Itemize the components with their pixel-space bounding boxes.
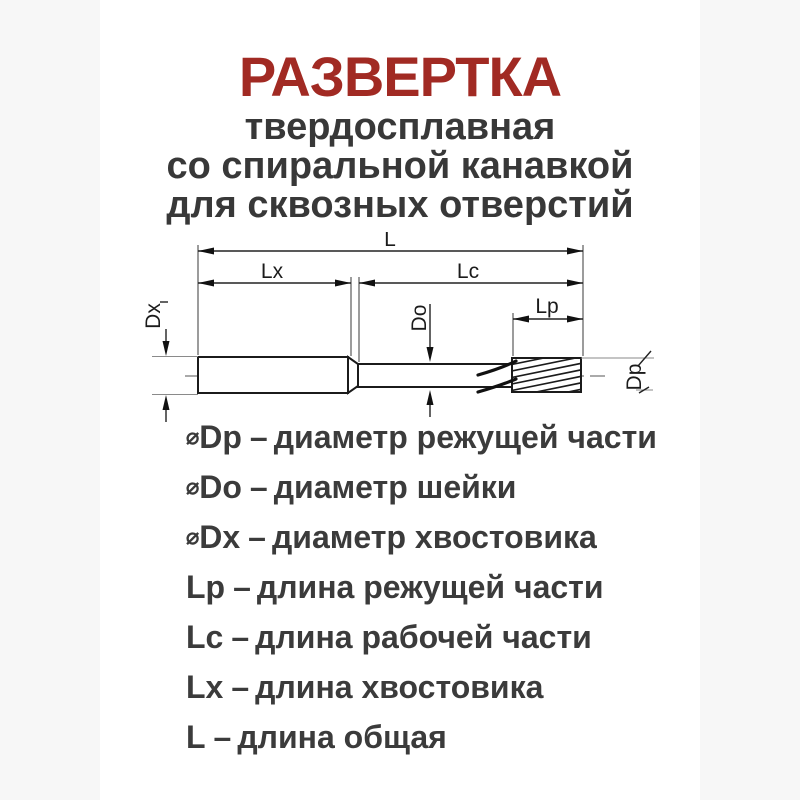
label-Do: Do (408, 304, 431, 332)
tool-taper (348, 357, 358, 393)
dimension-Lp (513, 295, 583, 323)
legend-symbol: Lx (186, 669, 224, 705)
label-Lx: Lx (260, 260, 284, 283)
dimension-L (198, 232, 583, 255)
label-Lc: Lc (456, 260, 480, 283)
label-Lp: Lp (535, 295, 559, 318)
tool-neck (358, 364, 512, 387)
legend-description: длина режущей части (256, 569, 604, 605)
legend-separator: – (248, 519, 266, 555)
legend-item-L (186, 712, 680, 762)
legend-symbol: Dx (199, 519, 241, 555)
legend-symbol: Do (199, 469, 242, 505)
legend-item-Dp (186, 412, 680, 462)
reamer-technical-drawing (100, 232, 700, 427)
legend-description: диаметр хвостовика (271, 519, 597, 555)
legend-item-Do (186, 462, 680, 512)
legend-separator: – (249, 469, 268, 505)
legend-symbol: L (186, 719, 206, 755)
subtitle-line-2: со спиральной канавкой (166, 145, 634, 187)
dimension-legend (186, 412, 680, 762)
label-Dp: Dp (623, 363, 646, 391)
legend-symbol: Dp (199, 419, 242, 455)
legend-item-Dx (186, 512, 680, 562)
dimension-Lc (359, 260, 583, 287)
legend-description: длина общая (237, 719, 447, 755)
dimension-Dx (142, 302, 198, 422)
diameter-symbol: ⌀ (186, 474, 200, 499)
legend-separator: – (213, 719, 232, 755)
tool-outline (198, 340, 600, 406)
diameter-symbol: ⌀ (186, 424, 200, 449)
legend-separator: – (233, 569, 251, 605)
legend-symbol: Lc (186, 619, 224, 655)
legend-item-Lc (186, 612, 680, 662)
legend-description: длина хвостовика (255, 669, 544, 705)
product-card (100, 0, 700, 800)
legend-separator: – (231, 669, 250, 705)
legend-item-Lp (186, 562, 680, 612)
legend-separator: – (231, 619, 250, 655)
diameter-symbol: ⌀ (186, 524, 200, 549)
dimension-Dp (581, 351, 654, 393)
legend-separator: – (249, 419, 268, 455)
legend-item-Lx (186, 662, 680, 712)
label-L: L (384, 232, 396, 251)
subtitle-line-1: твердосплавная (244, 106, 556, 148)
tool-shank (198, 357, 348, 393)
label-Dx: Dx (142, 303, 165, 329)
subtitle-line-3: для сквозных отверстий (166, 184, 634, 226)
legend-description: диаметр режущей части (273, 419, 657, 455)
page-subtitle (100, 108, 700, 225)
page-title: РАЗВЕРТКА (238, 45, 562, 108)
legend-symbol: Lp (186, 569, 226, 605)
extension-lines (198, 245, 583, 362)
dimension-Do (408, 304, 434, 417)
legend-description: длина рабочей части (255, 619, 592, 655)
legend-description: диаметр шейки (273, 469, 517, 505)
dimension-Lx (198, 260, 351, 287)
